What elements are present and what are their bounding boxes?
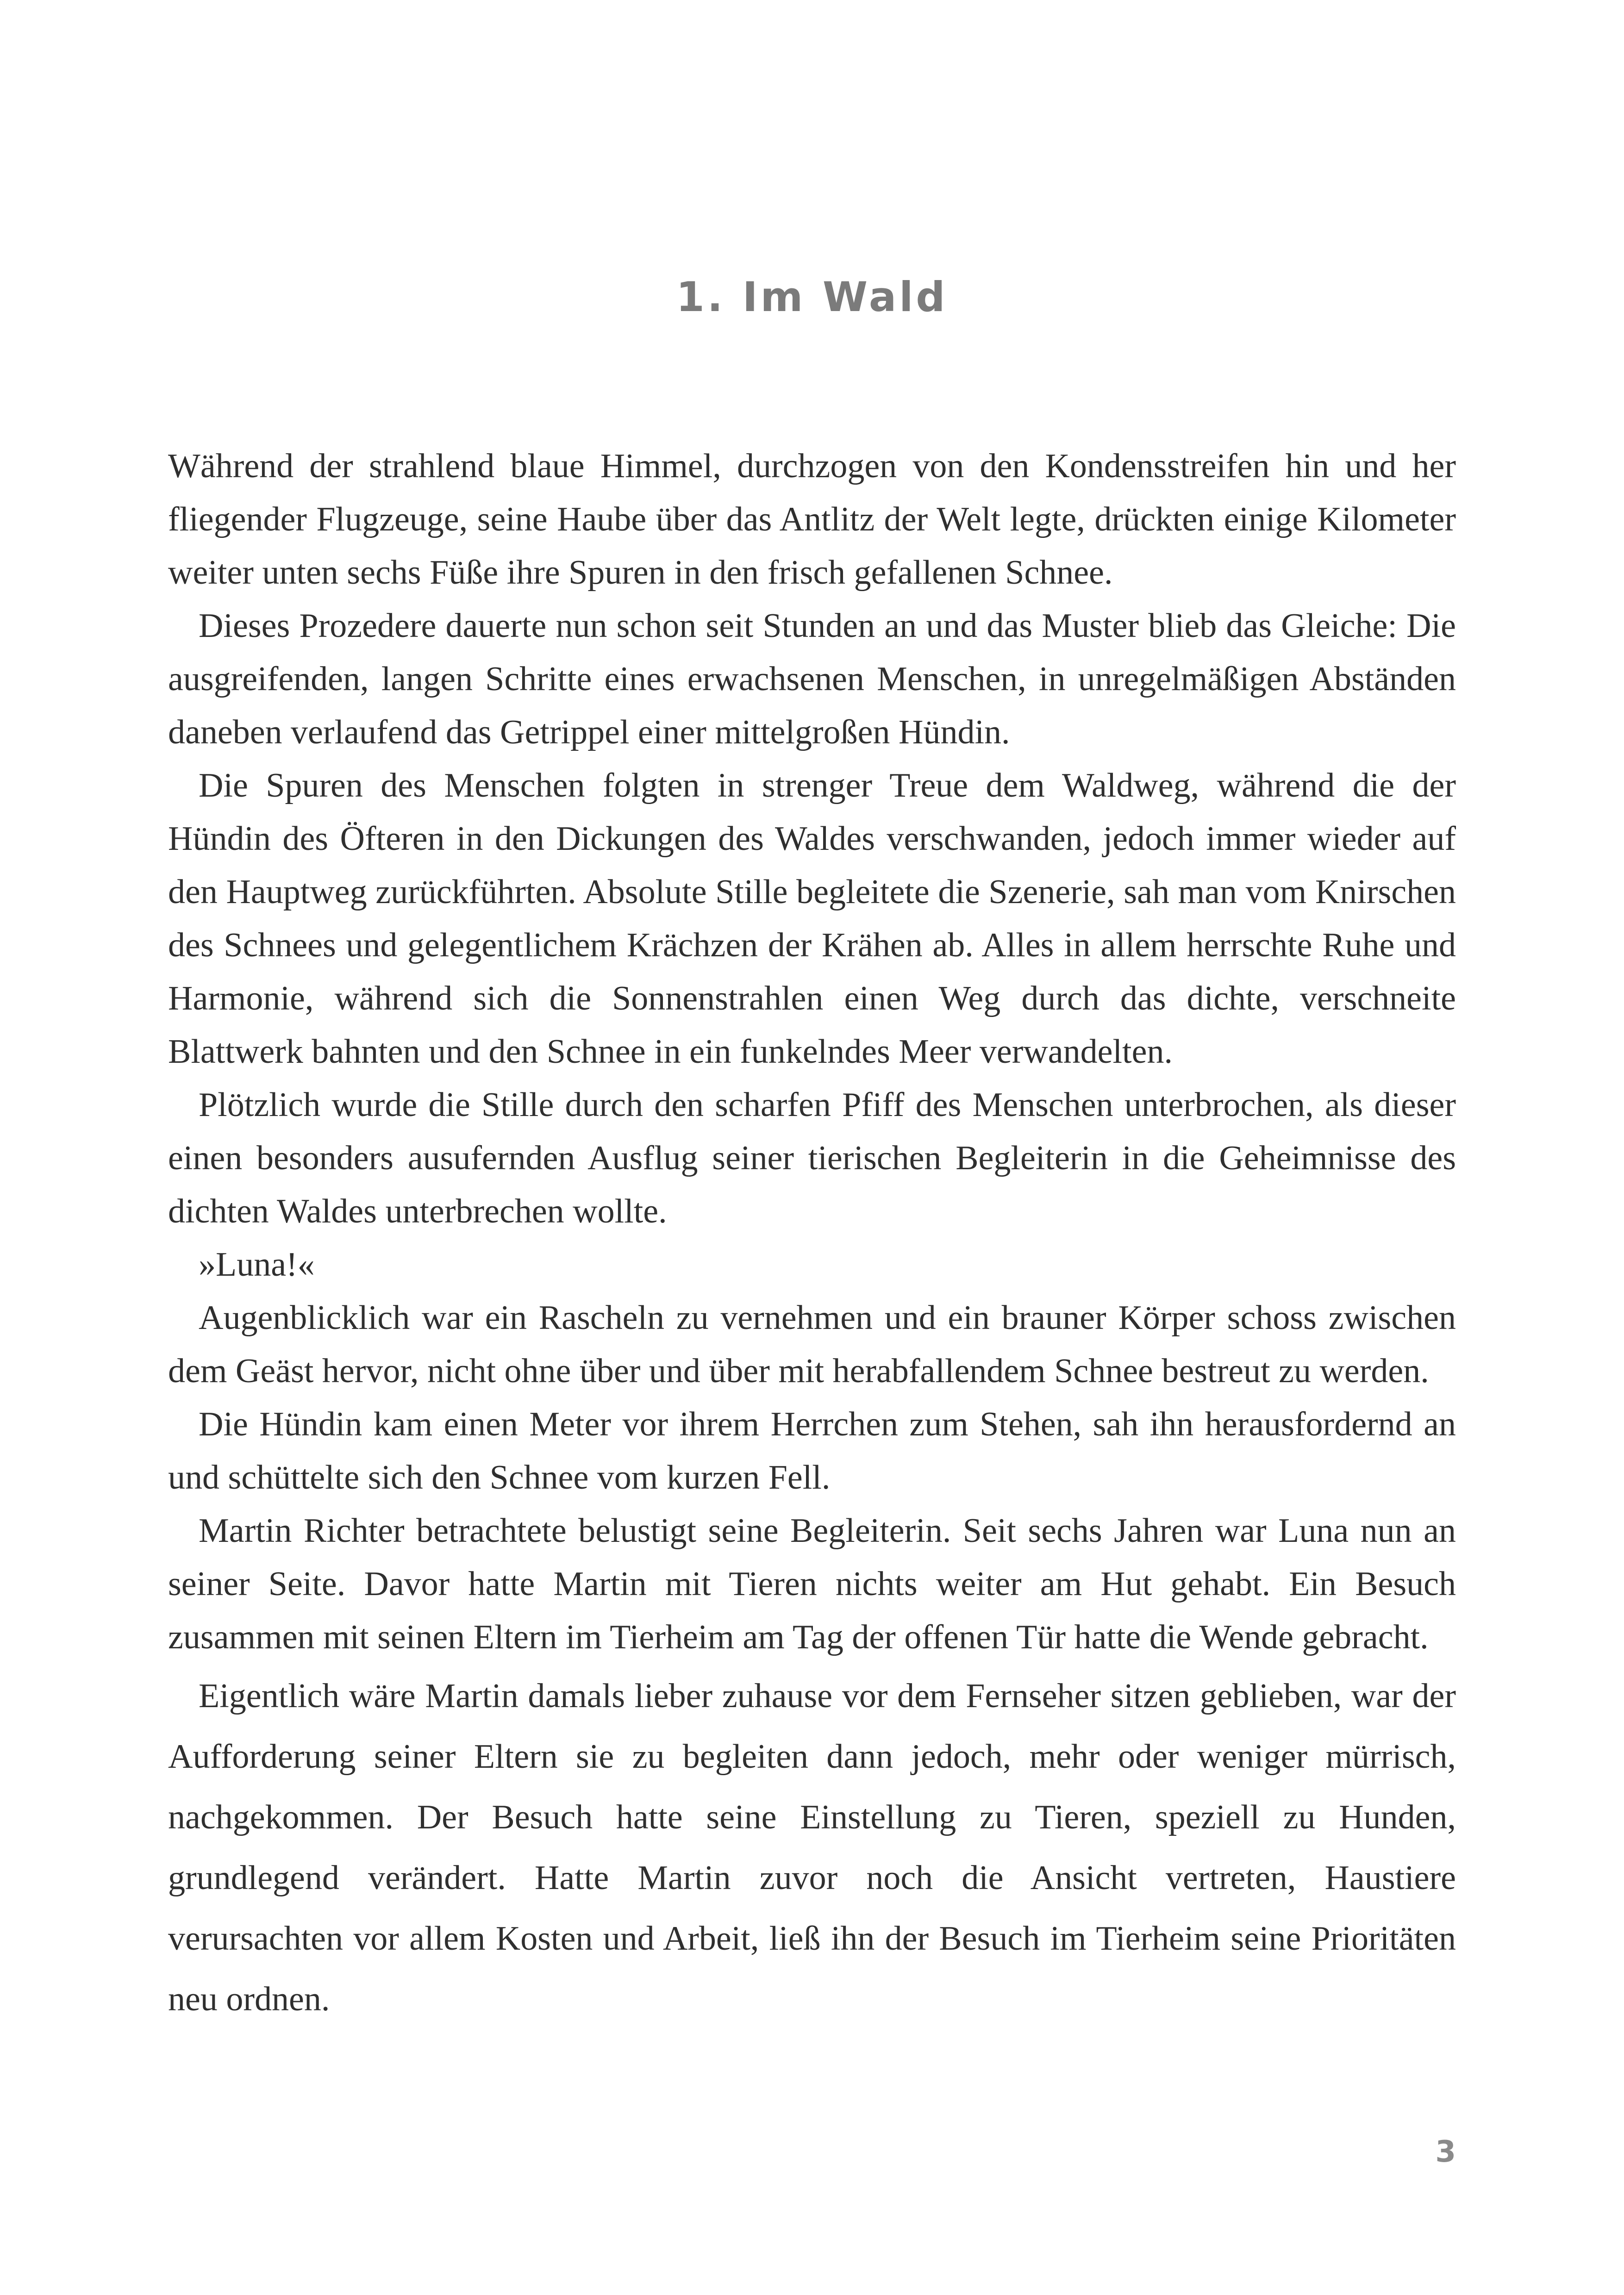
paragraph-8: Eigentlich wäre Martin damals lieber zuhause vor dem Fernseher sitzen geblieben, war der Aufforderung seiner Eltern sie zu begleiten dann jedoch, mehr oder weniger mürrisch, nachgekommen. Der Besuch hatte seine Einstellung zu Tieren, speziell zu Hunden, grundlegend verändert. Hatte Martin zuvor noch die Ansicht vertreten, Haustiere verursachten vor allem Kosten und Arbeit, ließ ihn der Besuch im Tierheim seine Prioritäten neu ordnen. [168, 1677, 1456, 2018]
paragraph-3: Die Spuren des Menschen folgten in strenger Treue dem Waldweg, während die der Hündin des Öfteren in den Dickungen des Waldes verschwanden, jedoch immer wieder auf den Hauptweg zurückführten. Absolute Stille begleitete die Szenerie, sah man vom Knirschen des Schnees und gelegentlichem Krächzen der Krähen ab. Alles in allem herrschte Ruhe und Harmonie, während sich die Sonnenstrahlen einen Weg durch das dichte, verschneite Blattwerk bahnten und den Schnee in ein funkelndes Meer verwandelten. [168, 767, 1456, 1071]
paragraph-6: Die Hündin kam einen Meter vor ihrem Herrchen zum Stehen, sah ihn herausfordernd an und schüttelte sich den Schnee vom kurzen Fell. [168, 1405, 1456, 1497]
chapter-body [168, 440, 1456, 2030]
paragraph-4: Plötzlich wurde die Stille durch den scharfen Pfiff des Menschen unterbrochen, als dieser einen besonders ausufernden Ausflug seiner tierischen Begleiterin in die Geheimnisse des dichten Waldes unterbrechen wollte. [168, 1086, 1456, 1230]
chapter-title: 1. Im Wald [676, 273, 948, 321]
dialogue-line: »Luna!« [199, 1246, 315, 1284]
paragraph-7: Martin Richter betrachtete belustigt seine Begleiterin. Seit sechs Jahren war Luna nun an seiner Seite. Davor hatte Martin mit Tieren nichts weiter am Hut gehabt. Ein Besuch zusammen mit seinen Eltern im Tierheim am Tag der offenen Tür hatte die Wende gebracht. [168, 1512, 1456, 1656]
page-number: 3 [1435, 2135, 1456, 2169]
paragraph-5: Augenblicklich war ein Rascheln zu vernehmen und ein brauner Körper schoss zwischen dem Geäst hervor, nicht ohne über und über mit herabfallendem Schnee bestreut zu werden. [168, 1299, 1456, 1390]
paragraph-1: Während der strahlend blaue Himmel, durchzogen von den Kondensstreifen hin und her fliegender Flugzeuge, seine Haube über das Antlitz der Welt legte, drückten einige Kilometer weiter unten sechs Füße ihre Spuren in den frisch gefallenen Schnee. [168, 447, 1456, 592]
paragraph-2: Dieses Prozedere dauerte nun schon seit Stunden an und das Muster blieb das Gleiche: Die ausgreifenden, langen Schritte eines erwachsenen Menschen, in unregelmäßigen Abständen daneben verlaufend das Getrippel einer mittelgroßen Hündin. [168, 607, 1456, 751]
